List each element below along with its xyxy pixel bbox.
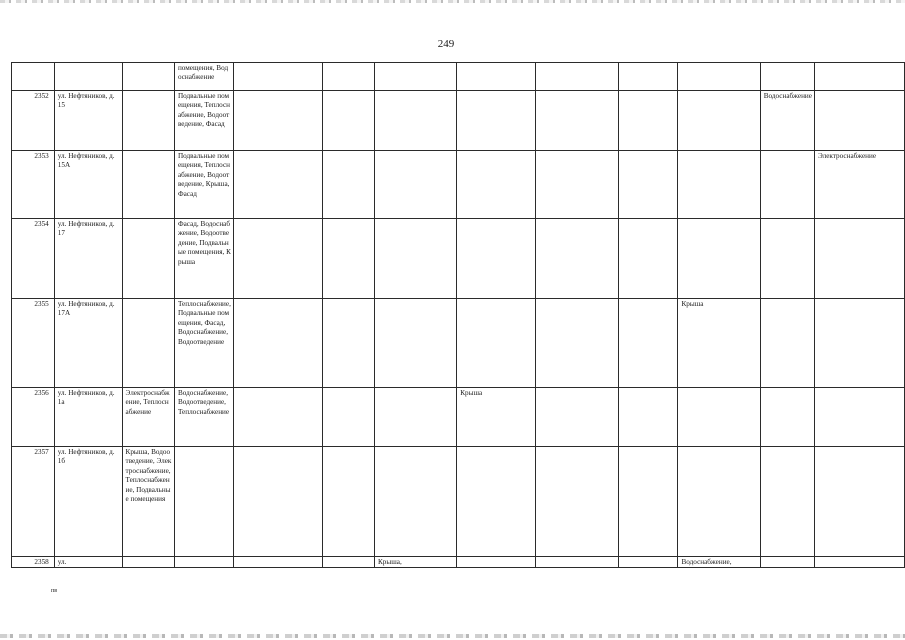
- works-cell: [322, 299, 374, 388]
- works-cell: Водоснабжение: [760, 91, 814, 151]
- works-cell: Электроснабжение: [814, 151, 904, 219]
- table-row: [12, 557, 905, 568]
- works-cell: [322, 388, 374, 447]
- works-cell: [375, 299, 457, 388]
- works-cell: [535, 557, 618, 568]
- address-cell: ул. Нефтяников, д. 17: [54, 219, 122, 299]
- works-cell: [322, 63, 374, 91]
- works-cell: [375, 447, 457, 557]
- works-cell: [535, 388, 618, 447]
- row-number: 2353: [12, 151, 55, 219]
- works-cell: [535, 299, 618, 388]
- works-cell: [457, 91, 535, 151]
- works-cell: [457, 557, 535, 568]
- works-cell: [457, 299, 535, 388]
- works-cell: [814, 63, 904, 91]
- works-cell: [322, 557, 374, 568]
- works-cell: [457, 447, 535, 557]
- row-number: 2356: [12, 388, 55, 447]
- works-cell: [678, 63, 760, 91]
- table-row: [12, 299, 905, 388]
- works-cell: [174, 447, 233, 557]
- row-number: 2358: [12, 557, 55, 568]
- works-cell: [814, 299, 904, 388]
- works-cell: [322, 447, 374, 557]
- page-number: 249: [437, 38, 455, 50]
- works-cell: [760, 557, 814, 568]
- works-cell: [322, 219, 374, 299]
- works-cell: [457, 151, 535, 219]
- works-cell: [375, 91, 457, 151]
- works-cell: [122, 299, 174, 388]
- works-cell: [122, 151, 174, 219]
- works-cell: [678, 91, 760, 151]
- works-cell: [760, 63, 814, 91]
- works-cell: [234, 151, 323, 219]
- works-cell: Крыша: [457, 388, 535, 447]
- works-cell: Подвальные помещения, Теплоснабжение, Водоотведение, Крыша, Фасад: [174, 151, 233, 219]
- works-cell: [678, 388, 760, 447]
- works-cell: [535, 151, 618, 219]
- works-cell: [457, 219, 535, 299]
- works-cell: [618, 219, 678, 299]
- address-cell: ул. Нефтяников, д. 15А: [54, 151, 122, 219]
- works-cell: [814, 447, 904, 557]
- works-cell: [122, 557, 174, 568]
- works-cell: помещения, Водоснабжение: [174, 63, 233, 91]
- works-cell: [814, 557, 904, 568]
- works-cell: [618, 557, 678, 568]
- works-cell: [678, 219, 760, 299]
- works-cell: Водоснабжение, Водоотведение, Теплоснабжение: [174, 388, 233, 447]
- works-cell: [678, 151, 760, 219]
- works-cell: [760, 151, 814, 219]
- works-cell: [535, 91, 618, 151]
- footer-mark: пв: [51, 588, 58, 594]
- works-cell: [535, 219, 618, 299]
- row-number: 2354: [12, 219, 55, 299]
- works-cell: [122, 219, 174, 299]
- works-cell: [234, 63, 323, 91]
- works-cell: [322, 91, 374, 151]
- address-cell: ул.: [54, 557, 122, 568]
- table-row: [12, 151, 905, 219]
- works-cell: [234, 299, 323, 388]
- works-cell: [618, 388, 678, 447]
- table-row: [12, 447, 905, 557]
- works-cell: [535, 63, 618, 91]
- works-cell: Фасад, Водоснабжение, Водоотведение, Подвальные помещения, Крыша: [174, 219, 233, 299]
- row-number: 2352: [12, 91, 55, 151]
- works-cell: [678, 447, 760, 557]
- works-cell: [760, 219, 814, 299]
- works-cell: Водоснабжение,: [678, 557, 760, 568]
- address-cell: ул. Нефтяников, д. 17А: [54, 299, 122, 388]
- table-row: [12, 388, 905, 447]
- works-cell: Теплоснабжение, Подвальные помещения, Фасад, Водоснабжение, Водоотведение: [174, 299, 233, 388]
- table-row: [12, 91, 905, 151]
- works-cell: Электроснабжение, Теплоснабжение: [122, 388, 174, 447]
- address-cell: [54, 63, 122, 91]
- works-cell: [760, 388, 814, 447]
- works-cell: [322, 151, 374, 219]
- works-cell: [375, 219, 457, 299]
- works-cell: [234, 557, 323, 568]
- works-cell: [814, 388, 904, 447]
- works-cell: [234, 388, 323, 447]
- repair-schedule-table: [11, 62, 905, 568]
- row-number: [12, 63, 55, 91]
- works-cell: [618, 151, 678, 219]
- works-cell: [457, 63, 535, 91]
- works-cell: [375, 63, 457, 91]
- row-number: 2355: [12, 299, 55, 388]
- address-cell: ул. Нефтяников, д. 1а: [54, 388, 122, 447]
- works-cell: [618, 299, 678, 388]
- table-row: [12, 219, 905, 299]
- table-row: [12, 63, 905, 91]
- row-number: 2357: [12, 447, 55, 557]
- works-cell: [234, 219, 323, 299]
- works-cell: [375, 151, 457, 219]
- works-cell: [375, 388, 457, 447]
- works-cell: [618, 91, 678, 151]
- works-cell: [618, 447, 678, 557]
- scan-edge-top: [0, 0, 905, 3]
- works-cell: [814, 219, 904, 299]
- works-cell: [760, 447, 814, 557]
- address-cell: ул. Нефтяников, д. 1б: [54, 447, 122, 557]
- address-cell: ул. Нефтяников, д. 15: [54, 91, 122, 151]
- works-cell: [760, 299, 814, 388]
- works-cell: Подвальные помещения, Теплоснабжение, Водоотведение, Фасад: [174, 91, 233, 151]
- works-cell: [122, 91, 174, 151]
- works-cell: [618, 63, 678, 91]
- works-cell: [234, 447, 323, 557]
- works-cell: Крыша, Водоотведение, Электроснабжение, Теплоснабжение, Подвальные помещения: [122, 447, 174, 557]
- works-cell: Крыша: [678, 299, 760, 388]
- scan-edge-bottom: [0, 634, 905, 638]
- works-cell: [122, 63, 174, 91]
- works-cell: [174, 557, 233, 568]
- works-cell: [535, 447, 618, 557]
- works-cell: [234, 91, 323, 151]
- works-cell: Крыша,: [375, 557, 457, 568]
- works-cell: [814, 91, 904, 151]
